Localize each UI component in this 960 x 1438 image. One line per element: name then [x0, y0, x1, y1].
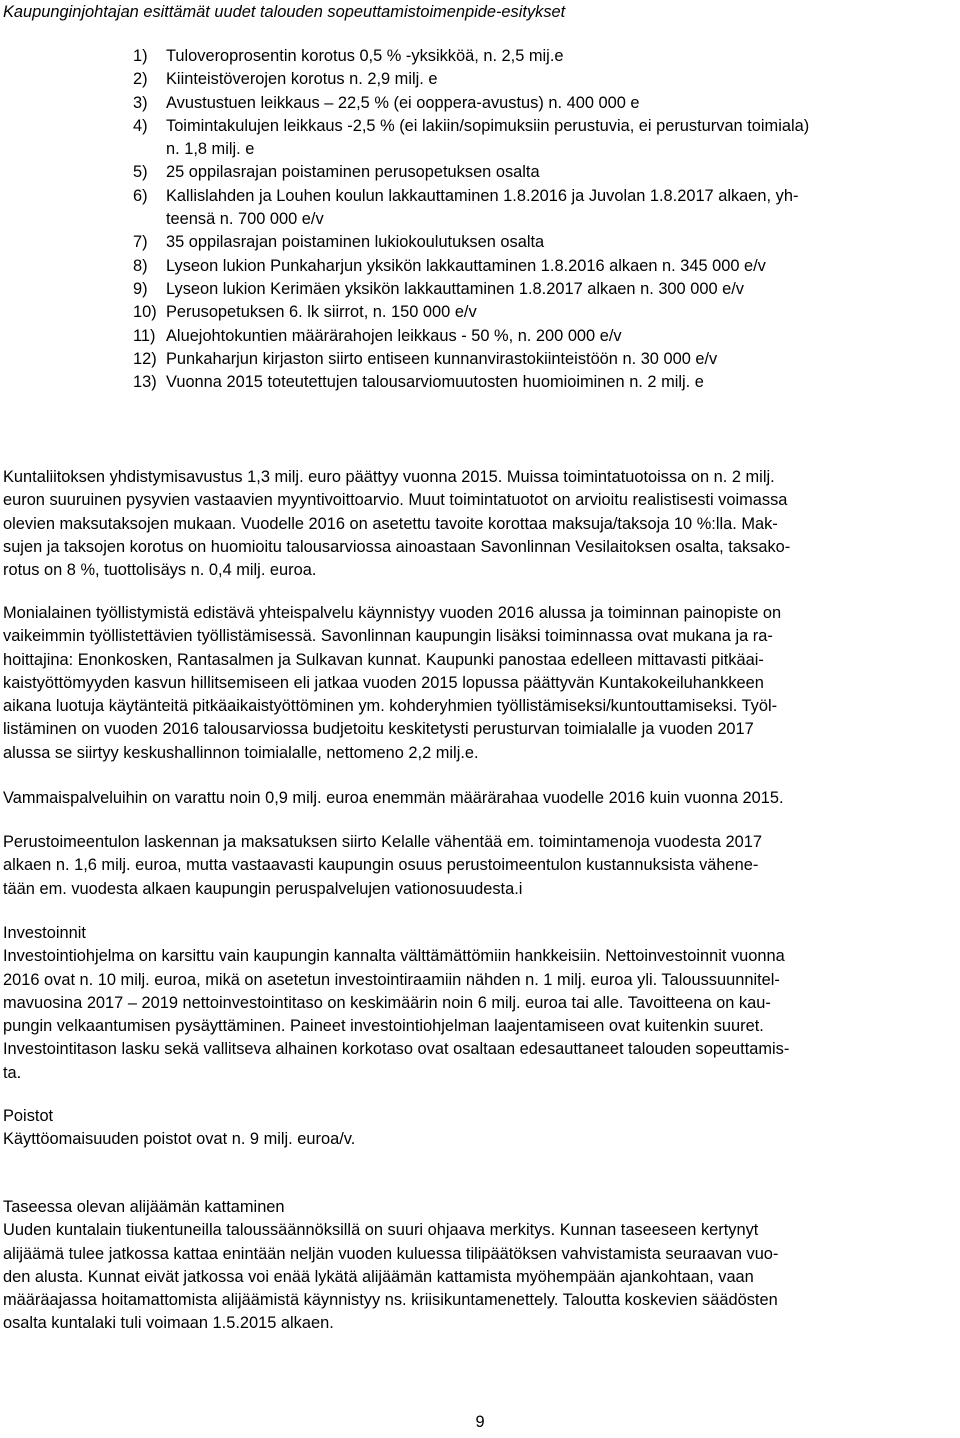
list-item-text: Aluejohtokuntien määrärahojen leikkaus - 50 %, n. 200 000 e/v [166, 326, 622, 345]
paragraph-kuntaliitos: Kuntaliitoksen yhdistymisavustus 1,3 milj. euro päättyy vuonna 2015. Muissa toimintatuotoissa on n. 2 milj. euron suuruinen pysyvien vastaavien myyntivoittoarvio. Muut toimintatuotot on arvioitu realistisesti voimassa olevien maksutaksojen mukaan. Vuodelle 2016 on asetettu tavoite korottaa maksuja/taksoja 10 %:lla. Mak- sujen ja taksojen korotus on huomioitu talousarviossa ainoastaan Savonlinnan Vesilaitoksen osalta, taksako- rotus on 8 %, tuottolisäys n. 0,4 milj. euroa. [3, 468, 791, 580]
page-title: Kaupunginjohtajan esittämät uudet talouden sopeuttamistoimenpide-esitykset [3, 3, 566, 21]
list-item-number: 2) [133, 70, 148, 89]
page-number: 9 [475, 1413, 485, 1431]
section-investoinnit: Investoinnit Investointiohjelma on karsittu vain kaupungin kannalta välttämättömiin hankkeisiin. Nettoinvestoinnit vuonna 2016 ovat n. 10 milj. euroa, mikä on asetetun investointiraamiin nähden n. 1 milj. euroa yli. Taloussuunnitel- mavuosina 2017 – 2019 nettoinvestointitaso on keskimäärin noin 6 milj. euroa tai alle. Tavoitteena on kau- pungin velkaantumisen pysäyttäminen. Paineet investointiohjelman laajentamiseen ovat kuitenkin suuret. Investointitason lasku sekä vallitseva alhainen korkotaso ovat osaltaan edesauttaneet talouden sopeuttamis- ta. [3, 924, 790, 1082]
list-item-text: Lyseon lukion Kerimäen yksikön lakkauttaminen 1.8.2017 alkaen n. 300 000 e/v [166, 279, 744, 298]
list-item [133, 68, 953, 91]
list-item-number: 4) [133, 116, 148, 135]
list-item-number: 13) [133, 373, 157, 392]
list-item [133, 92, 953, 115]
list-item-number: 11) [133, 326, 156, 345]
list-item [133, 231, 953, 254]
paragraph-tyollisyys: Monialainen työllistymistä edistävä yhteispalvelu käynnistyy vuoden 2016 alussa ja toiminnan painopiste on vaikeimmin työllistettävien työllistämisessä. Savonlinnan kaupungin lisäksi toiminnassa ovat mukana ja ra- hoittajina: Enonkosken, Rantasalmen ja Sulkavan kunnat. Kaupunki panostaa edelleen mittavasti pitkäai- kaistyöttömyyden kasvun hillitsemiseen eli jatkaa vuoden 2015 lopussa päättyvän Kuntakokeiluhankkeen aikana luotuja käytänteitä pitkäaikaistyöttöminen ym. kohderyhmien työllistämiseksi/kuntouttamiseksi. Työl- listäminen on vuoden 2016 talousarviossa budjetoitu keskitetysti perusturvan toimialalle ja vuoden 2017 alussa se siirtyy keskushallinnon toimialalle, nettomeno 2,2 milj.e. [3, 604, 782, 762]
list-item [133, 278, 953, 301]
list-item-number: 3) [133, 93, 148, 112]
list-item-text: 35 oppilasrajan poistaminen lukiokoulutuksen osalta [166, 233, 545, 252]
list-item-text: Punkaharjun kirjaston siirto entiseen kunnanvirastokiinteistöön n. 30 000 e/v [166, 349, 718, 368]
measures-list [133, 45, 953, 394]
list-item-number: 10) [133, 303, 157, 322]
list-item-text: 25 oppilasrajan poistaminen perusopetuksen osalta [166, 163, 540, 182]
list-item [133, 371, 953, 394]
list-item [133, 301, 953, 324]
list-item [133, 348, 953, 371]
list-item-number: 8) [133, 256, 148, 275]
list-item [133, 325, 953, 348]
list-item-number: 1) [133, 47, 148, 65]
list-item [133, 161, 953, 184]
list-item-text: Vuonna 2015 toteutettujen talousarviomuutosten huomioiminen n. 2 milj. e [166, 373, 704, 392]
list-item-text: Toimintakulujen leikkaus -2,5 % (ei lakiin/sopimuksiin perustuvia, ei perusturvan toimiala) n. 1,8 milj. e [166, 116, 810, 159]
section-alijaaman-kattaminen: Taseessa olevan alijäämän kattaminen Uuden kuntalain tiukentuneilla taloussäännöksillä on suuri ohjaava merkitys. Kunnan taseeseen kertynyt alijäämä tulee jatkossa kattaa enintään neljän vuoden kuluessa tilipäätöksen vahvistamista seuraavan vuo- den alusta. Kunnat eivät jatkossa voi enää lykätä alijäämän kattamista myöhempään ajankohtaan, vaan määräajassa hoitamattomista alijäämistä käynnistyy ns. kriisikuntamenettely. Taloutta koskevien säädösten osalta kuntalaki tuli voimaan 1.5.2015 alkaen. [3, 1198, 779, 1333]
list-item [133, 255, 953, 278]
list-item-text: Tuloveroprosentin korotus 0,5 % -yksikköä, n. 2,5 mij.e [166, 47, 564, 65]
list-item-number: 12) [133, 349, 157, 368]
list-item-number: 5) [133, 163, 148, 182]
list-item [133, 115, 953, 162]
list-item-text: Kallislahden ja Louhen koulun lakkauttaminen 1.8.2016 ja Juvolan 1.8.2017 alkaen, yh- teensä n. 700 000 e/v [166, 186, 799, 229]
list-item [133, 45, 953, 68]
list-item-number: 9) [133, 279, 148, 298]
section-poistot: Poistot Käyttöomaisuuden poistot ovat n. 9 milj. euroa/v. [3, 1107, 356, 1149]
paragraph-perustoimeentulo: Perustoimeentulon laskennan ja maksatuksen siirto Kelalle vähentää em. toimintamenoja vuodesta 2017 alkaen n. 1,6 milj. euroa, mutta vastaavasti kaupungin osuus perustoimeentulon kustannuksista vähene- tään em. vuodesta alkaen kaupungin peruspalvelujen vationosuudesta.i [3, 833, 762, 898]
paragraph-vammaispalvelut: Vammaispalveluihin on varattu noin 0,9 milj. euroa enemmän määrärahaa vuodelle 2016 kuin vuonna 2015. [3, 789, 784, 807]
list-item [133, 185, 953, 232]
list-item-text: Perusopetuksen 6. lk siirrot, n. 150 000 e/v [166, 303, 477, 322]
list-item-text: Lyseon lukion Punkaharjun yksikön lakkauttaminen 1.8.2016 alkaen n. 345 000 e/v [166, 256, 766, 275]
list-item-number: 6) [133, 186, 148, 205]
list-item-number: 7) [133, 233, 148, 252]
list-item-text: Kiinteistöverojen korotus n. 2,9 milj. e [166, 70, 438, 89]
list-item-text: Avustustuen leikkaus – 22,5 % (ei ooppera-avustus) n. 400 000 e [166, 93, 640, 112]
